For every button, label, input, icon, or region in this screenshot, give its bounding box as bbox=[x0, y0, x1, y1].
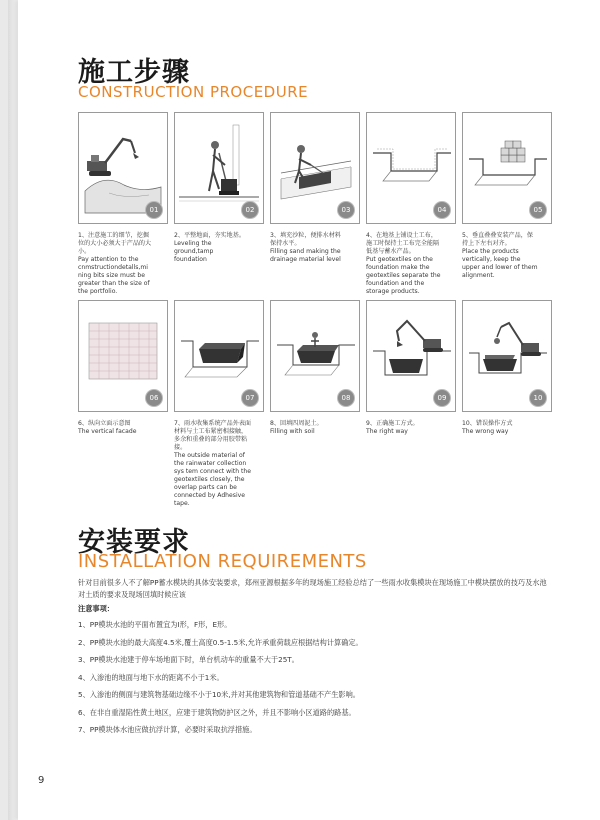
list-item: 4、入渗池的地面与地下水的距离不小于1米。 bbox=[78, 672, 224, 682]
step-number-badge: 08 bbox=[338, 390, 354, 406]
step-card-05 bbox=[462, 112, 552, 280]
step-caption bbox=[462, 420, 552, 436]
step-number-badge: 06 bbox=[146, 390, 162, 406]
step-caption bbox=[366, 420, 456, 436]
step-caption bbox=[270, 232, 360, 264]
section-title-cn: 安装要求 bbox=[78, 527, 190, 558]
step-caption-text: 7、雨水收集系统产品外表面 材料与土工布紧密相接触， 多余和重叠的部分用胶带粘 接。 The outside material of the rainwater collection sys tem connect with the geotextiles closely, the overlap parts can be connected by Adhesive tape. bbox=[174, 420, 252, 507]
step-illustration bbox=[366, 300, 456, 412]
step-illustration bbox=[270, 112, 360, 224]
step-card-01 bbox=[78, 112, 168, 296]
step-caption-text: 5、垂直叠叠安装产品，保 持上下左右对齐。 Place the products vertically, keep the upper and lower of them alignment. bbox=[462, 232, 538, 279]
step-illustration bbox=[366, 112, 456, 224]
step-illustration bbox=[78, 300, 168, 412]
step-number-badge: 09 bbox=[434, 390, 450, 406]
step-number-badge: 04 bbox=[434, 202, 450, 218]
step-illustration bbox=[174, 112, 264, 224]
step-caption-text: 3、填充沙粒，便排水材料 保持水平。 Filling sand making the drainage material level bbox=[270, 232, 341, 263]
step-card-06 bbox=[78, 300, 168, 436]
list-item: 7、PP模块体水池应做抗浮计算，必要时采取抗浮措施。 bbox=[78, 725, 257, 734]
step-illustration bbox=[462, 112, 552, 224]
list-item: 6、在非自重湿陷性黄土地区，应建于建筑物防护区之外，并且不影响小区道路的路基。 bbox=[78, 707, 356, 717]
step-caption bbox=[462, 232, 552, 280]
step-card-09 bbox=[366, 300, 456, 436]
page-edge bbox=[8, 0, 18, 820]
step-caption bbox=[174, 232, 264, 264]
step-number-badge: 01 bbox=[146, 202, 162, 218]
step-caption-text: 10、错误操作方式 The wrong way bbox=[462, 420, 513, 435]
step-caption-text: 8、回填四周泥土。 Filling with soil bbox=[270, 420, 323, 435]
step-caption bbox=[366, 232, 456, 296]
step-card-07 bbox=[174, 300, 264, 508]
list-item: 1、PP模块水池的平面布置宜为I形，F形，E形。 bbox=[78, 620, 232, 629]
step-caption bbox=[78, 420, 168, 436]
step-caption bbox=[78, 232, 168, 296]
step-illustration bbox=[174, 300, 264, 412]
step-number-badge: 02 bbox=[242, 202, 258, 218]
list-item: 3、PP模块水池建于停车场地面下时，单台机动车的重量不大于25T。 bbox=[78, 655, 299, 664]
notes-list bbox=[78, 620, 548, 743]
step-caption-text: 4、在地基上铺设土工布， 施工时保持土工布完全能隔 低基与蓄水产品。 Put geotextiles on the foundation make the geotextiles separate the foundation and the storage products. bbox=[366, 232, 441, 295]
step-number-badge: 10 bbox=[530, 390, 546, 406]
section-title-en: CONSTRUCTION PROCEDURE bbox=[78, 83, 309, 101]
page-number: 9 bbox=[38, 775, 45, 786]
step-number-badge: 05 bbox=[530, 202, 546, 218]
step-illustration bbox=[78, 112, 168, 224]
step-caption bbox=[174, 420, 264, 508]
step-caption-text: 1、注意施工的细节，挖掘 位的大小必须大于产品的大 小。 Pay attention to the cnmstructiondetalls,mi ning bits size must be greater than the size of the portfolio. bbox=[78, 232, 152, 295]
notes-heading: 注意事项： bbox=[78, 604, 114, 613]
step-card-10 bbox=[462, 300, 552, 436]
step-card-03 bbox=[270, 112, 360, 264]
intro-paragraph: 针对目前很多人不了解PP蓄水模块的具体安装要求，郑州亚源根据多年的现场施工经验总结了一些雨水收集模块在现场施工中模块摆放的技巧及水池对土质的要求及现场回填时候应该 bbox=[78, 578, 547, 599]
step-illustration bbox=[270, 300, 360, 412]
step-number-badge: 07 bbox=[242, 390, 258, 406]
step-caption-text: 2、平整地面，夯实地基。 Leveling the ground,tamp foundation bbox=[174, 232, 245, 263]
list-item: 2、PP模块水池的最大高度4.5米,覆土高度0.5-1.5米,允许承重荷载应根据结构计算确定。 bbox=[78, 637, 363, 647]
step-caption bbox=[270, 420, 360, 436]
section-title-en: INSTALLATION REQUIREMENTS bbox=[78, 551, 367, 572]
list-item: 5、入渗池的侧面与建筑物基础边缘不小于10米,并对其他建筑物和管道基础不产生影响。 bbox=[78, 690, 360, 699]
step-card-08 bbox=[270, 300, 360, 436]
section-title-cn: 施工步骤 bbox=[78, 57, 190, 88]
step-card-02 bbox=[174, 112, 264, 264]
step-card-04 bbox=[366, 112, 456, 296]
step-caption-text: 6、纵向立面示意图 The vertical facade bbox=[78, 420, 137, 435]
step-illustration bbox=[462, 300, 552, 412]
step-number-badge: 03 bbox=[338, 202, 354, 218]
step-caption-text: 9、正确施工方式。 The right way bbox=[366, 420, 419, 435]
